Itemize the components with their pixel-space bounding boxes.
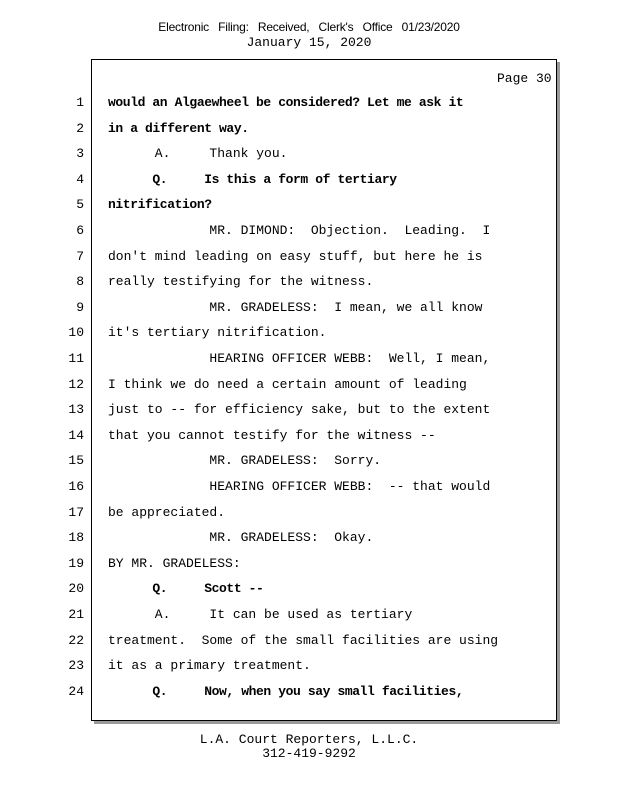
- transcript-line-text: MR. GRADELESS: I mean, we all know: [108, 300, 483, 315]
- footer: [0, 733, 618, 761]
- transcript-line-text: HEARING OFFICER WEBB: Well, I mean,: [108, 351, 491, 366]
- transcript-line-text: just to -- for efficiency sake, but to the extent: [108, 402, 491, 417]
- transcript-line-text: A. Thank you.: [108, 146, 288, 161]
- line-number: 10: [68, 325, 84, 340]
- line-number: 6: [76, 223, 84, 238]
- line-number: 19: [68, 556, 84, 571]
- line-number: 17: [68, 505, 84, 520]
- transcript-line-text: it's tertiary nitrification.: [108, 325, 327, 340]
- transcript-line-text: would an Algaewheel be considered? Let me ask it: [108, 95, 464, 110]
- court-reporter-phone: 312-419-9292: [262, 746, 356, 761]
- transcript-line-text: BY MR. GRADELESS:: [108, 556, 241, 571]
- transcript-line-text: MR. GRADELESS: Okay.: [108, 530, 374, 545]
- line-number: 4: [76, 172, 84, 187]
- transcript-line-text: MR. DIMOND: Objection. Leading. I: [108, 223, 491, 238]
- line-number: 1: [76, 95, 84, 110]
- transcript-line-text: it as a primary treatment.: [108, 658, 311, 673]
- transcript-line-text: HEARING OFFICER WEBB: -- that would: [108, 479, 491, 494]
- line-number: 14: [68, 428, 84, 443]
- transcript-line-text: Q. Scott --: [108, 581, 264, 596]
- transcript-line-text: don't mind leading on easy stuff, but here he is: [108, 249, 483, 264]
- transcript-line-text: that you cannot testify for the witness --: [108, 428, 436, 443]
- page-number: Page 30: [497, 71, 552, 86]
- transcript-line-text: Q. Now, when you say small facilities,: [108, 684, 464, 699]
- line-number: 24: [68, 684, 84, 699]
- line-number: 22: [68, 633, 84, 648]
- line-number: 20: [68, 581, 84, 596]
- line-number: 16: [68, 479, 84, 494]
- transcript-line-text: Q. Is this a form of tertiary: [108, 172, 397, 187]
- court-reporter-name: L.A. Court Reporters, L.L.C.: [199, 732, 419, 747]
- transcript-line-text: MR. GRADELESS: Sorry.: [108, 453, 382, 468]
- line-number: 13: [68, 402, 84, 417]
- line-number: 18: [68, 530, 84, 545]
- line-number: 5: [76, 197, 84, 212]
- line-number: 11: [68, 351, 84, 366]
- line-number: 21: [68, 607, 84, 622]
- line-number: 15: [68, 453, 84, 468]
- transcript-line-text: I think we do need a certain amount of leading: [108, 377, 467, 392]
- line-number: 3: [76, 146, 84, 161]
- transcript-line-text: really testifying for the witness.: [108, 274, 374, 289]
- line-number: 7: [76, 249, 84, 264]
- transcript-date: January 15, 2020: [246, 35, 372, 50]
- line-number: 9: [76, 300, 84, 315]
- transcript-line-text: treatment. Some of the small facilities are using: [108, 633, 499, 648]
- line-number: 23: [68, 658, 84, 673]
- transcript-line-text: in a different way.: [108, 121, 249, 136]
- transcript-line-text: be appreciated.: [108, 505, 226, 520]
- line-number: 12: [68, 377, 84, 392]
- filing-stamp: Electronic Filing: Received, Clerk's Office 01/23/2020: [158, 20, 460, 34]
- transcript-line-text: nitrification?: [108, 197, 212, 212]
- line-number: 8: [76, 274, 84, 289]
- transcript-line-text: A. It can be used as tertiary: [108, 607, 413, 622]
- line-number: 2: [76, 121, 84, 136]
